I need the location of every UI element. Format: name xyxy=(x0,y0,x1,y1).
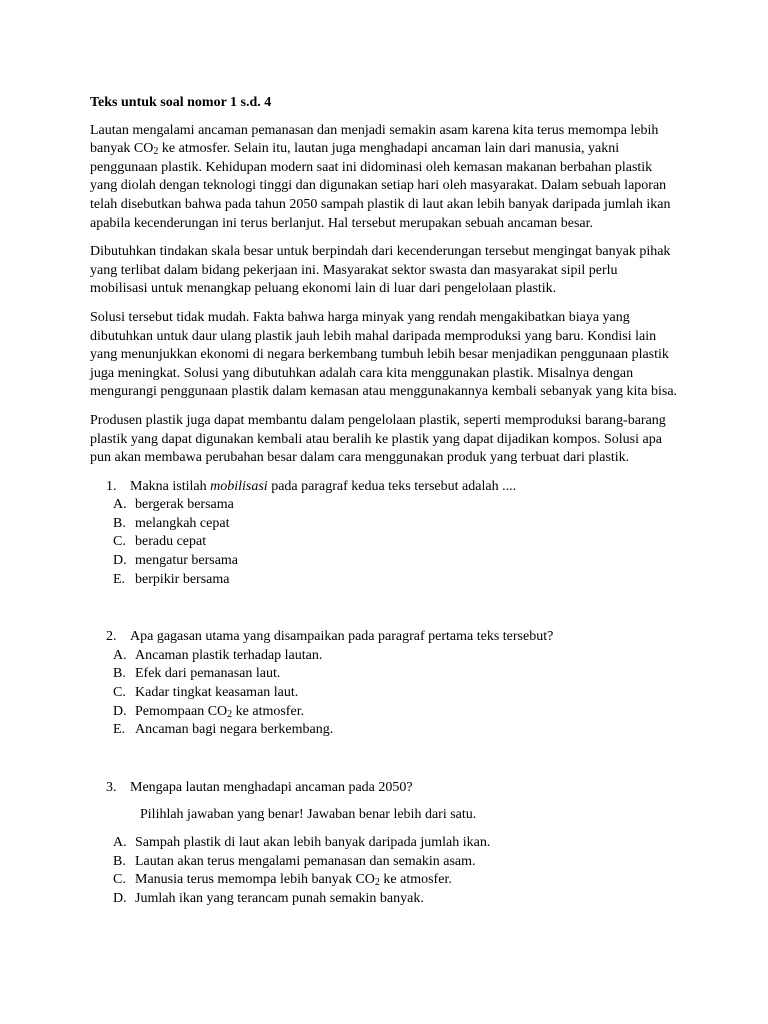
option-item[interactable] xyxy=(90,515,678,534)
question-3-stem xyxy=(90,779,678,798)
option-item[interactable] xyxy=(90,647,678,666)
option-item[interactable] xyxy=(90,721,678,740)
option-text: Jumlah ikan yang terancam punah semakin banyak. xyxy=(135,890,424,906)
option-text: Sampah plastik di laut akan lebih banyak daripada jumlah ikan. xyxy=(135,835,491,850)
option-item[interactable] xyxy=(90,890,678,909)
option-item[interactable] xyxy=(90,496,678,515)
option-letter: B. xyxy=(113,515,126,531)
option-letter: D. xyxy=(113,703,127,719)
option-item[interactable] xyxy=(90,853,678,872)
option-text: melangkah cepat xyxy=(135,515,230,531)
option-text: berpikir bersama xyxy=(135,571,230,587)
option-letter: D. xyxy=(113,890,127,906)
question-number: 1. xyxy=(106,478,117,494)
option-text-b: ke atmosfer. xyxy=(232,703,305,719)
question-number: 2. xyxy=(106,629,117,645)
question-3 xyxy=(90,779,678,909)
question-number: 3. xyxy=(106,779,117,795)
question-2-stem xyxy=(90,628,678,647)
option-item[interactable] xyxy=(90,871,678,890)
question-3-options xyxy=(90,834,678,908)
option-item[interactable] xyxy=(90,834,678,853)
option-text: Ancaman plastik terhadap lautan. xyxy=(135,647,323,663)
option-item[interactable] xyxy=(90,571,678,590)
option-text-a: Pemompaan CO xyxy=(135,703,228,719)
option-letter: A. xyxy=(113,497,127,513)
option-text-a: Manusia terus memompa lebih banyak CO xyxy=(135,872,375,888)
question-2-options xyxy=(90,647,678,740)
question-3-instruction: Pilihlah jawaban yang benar! Jawaban benar lebih dari satu. xyxy=(140,807,477,823)
option-item[interactable] xyxy=(90,552,678,571)
option-letter: A. xyxy=(113,647,127,663)
question-1-stem xyxy=(90,478,678,497)
option-text: Efek dari pemanasan laut. xyxy=(135,666,281,682)
option-text-b: ke atmosfer. xyxy=(379,872,452,888)
question-2 xyxy=(90,628,678,740)
option-item[interactable] xyxy=(90,703,678,722)
option-text: Kadar tingkat keasaman laut. xyxy=(135,685,299,701)
option-letter: C. xyxy=(113,685,126,701)
question-1-stem-term: mobilisasi xyxy=(210,478,268,494)
option-letter: E. xyxy=(113,571,126,587)
co2-subscript: 2 xyxy=(227,708,233,720)
option-text: beradu cepat xyxy=(135,534,207,550)
option-letter: C. xyxy=(113,534,126,550)
question-2-stem-text: Apa gagasan utama yang disampaikan pada paragraf pertama teks tersebut? xyxy=(130,629,554,645)
option-text: Ancaman bagi negara berkembang. xyxy=(135,722,334,738)
co2-subscript: 2 xyxy=(374,877,380,889)
paragraph-3: Solusi tersebut tidak mudah. Fakta bahwa harga minyak yang rendah mengakibatkan biaya yang dibutuhkan untuk daur ulang plastik jauh lebih mahal daripada memproduksi yang baru. Kondisi lain yang menunjukkan ekonomi di negara berkembang tumbuh lebih besar menjadikan penggunaan plastik juga meningkat. Solusi yang dibutuhkan adalah cara kita menggunakan plastik. Misalnya dengan mengurangi penggunaan plastik dalam kemasan atau menggunakannya kembali sebanyak yang kita bisa. xyxy=(90,309,678,400)
option-text: mengatur bersama xyxy=(135,553,239,569)
question-1-options xyxy=(90,496,678,589)
option-letter: D. xyxy=(113,553,127,569)
option-letter: B. xyxy=(113,853,126,869)
option-item[interactable] xyxy=(90,684,678,703)
option-text: bergerak bersama xyxy=(135,497,234,513)
section-heading: Teks untuk soal nomor 1 s.d. 4 xyxy=(90,95,272,110)
option-letter: C. xyxy=(113,872,126,888)
paragraph-2: Dibutuhkan tindakan skala besar untuk berpindah dari kecenderungan tersebut mengingat banyak pihak yang terlibat dalam bidang pekerjaan ini. Masyarakat sektor swasta dan masyarakat sipil perlu mobilisasi untuk menangkap peluang ekonomi lain di luar dari pengelolaan plastik. xyxy=(90,244,671,297)
paragraph-1 xyxy=(90,122,678,234)
paragraph-4: Produsen plastik juga dapat membantu dalam pengelolaan plastik, seperti memproduksi barang-barang plastik yang dapat digunakan kembali atau beralih ke plastik yang dapat dijadikan kompos. Solusi apa pun akan membawa perubahan besar dalam cara menggunakan produk yang terbuat dari plastik. xyxy=(90,412,666,466)
option-letter: E. xyxy=(113,722,126,738)
question-3-stem-text: Mengapa lautan menghadapi ancaman pada 2050? xyxy=(130,779,413,795)
option-item[interactable] xyxy=(90,665,678,684)
option-item[interactable] xyxy=(90,533,678,552)
paragraph-1-text-b: ke atmosfer. Selain itu, lautan juga menghadapi ancaman lain dari manusia, yakni penggunaan plastik. Kehidupan modern saat ini didominasi oleh kemasan makanan berbahan plastik yang diolah dengan teknologi tinggi dan digunakan setiap hari oleh masyarakat. Dalam sebuah laporan telah disebutkan bahwa pada tahun 2050 sampah plastik di laut akan lebih banyak daripada jumlah ikan apabila kecenderungan ini terus berlanjut. Hal tersebut merupakan sebuah ancaman besar. xyxy=(90,141,671,231)
question-1-stem-text-a: Makna istilah xyxy=(130,478,211,494)
option-letter: B. xyxy=(113,666,126,682)
question-1 xyxy=(90,478,678,590)
paragraph-1-text-a: Lautan mengalami ancaman pemanasan dan menjadi semakin asam karena kita terus memompa lebih banyak CO xyxy=(90,122,659,157)
option-letter: A. xyxy=(113,835,127,850)
co2-subscript: 2 xyxy=(153,146,159,158)
question-1-stem-text-b: pada paragraf kedua teks tersebut adalah .... xyxy=(267,478,517,494)
option-text: Lautan akan terus mengalami pemanasan dan semakin asam. xyxy=(135,853,476,869)
